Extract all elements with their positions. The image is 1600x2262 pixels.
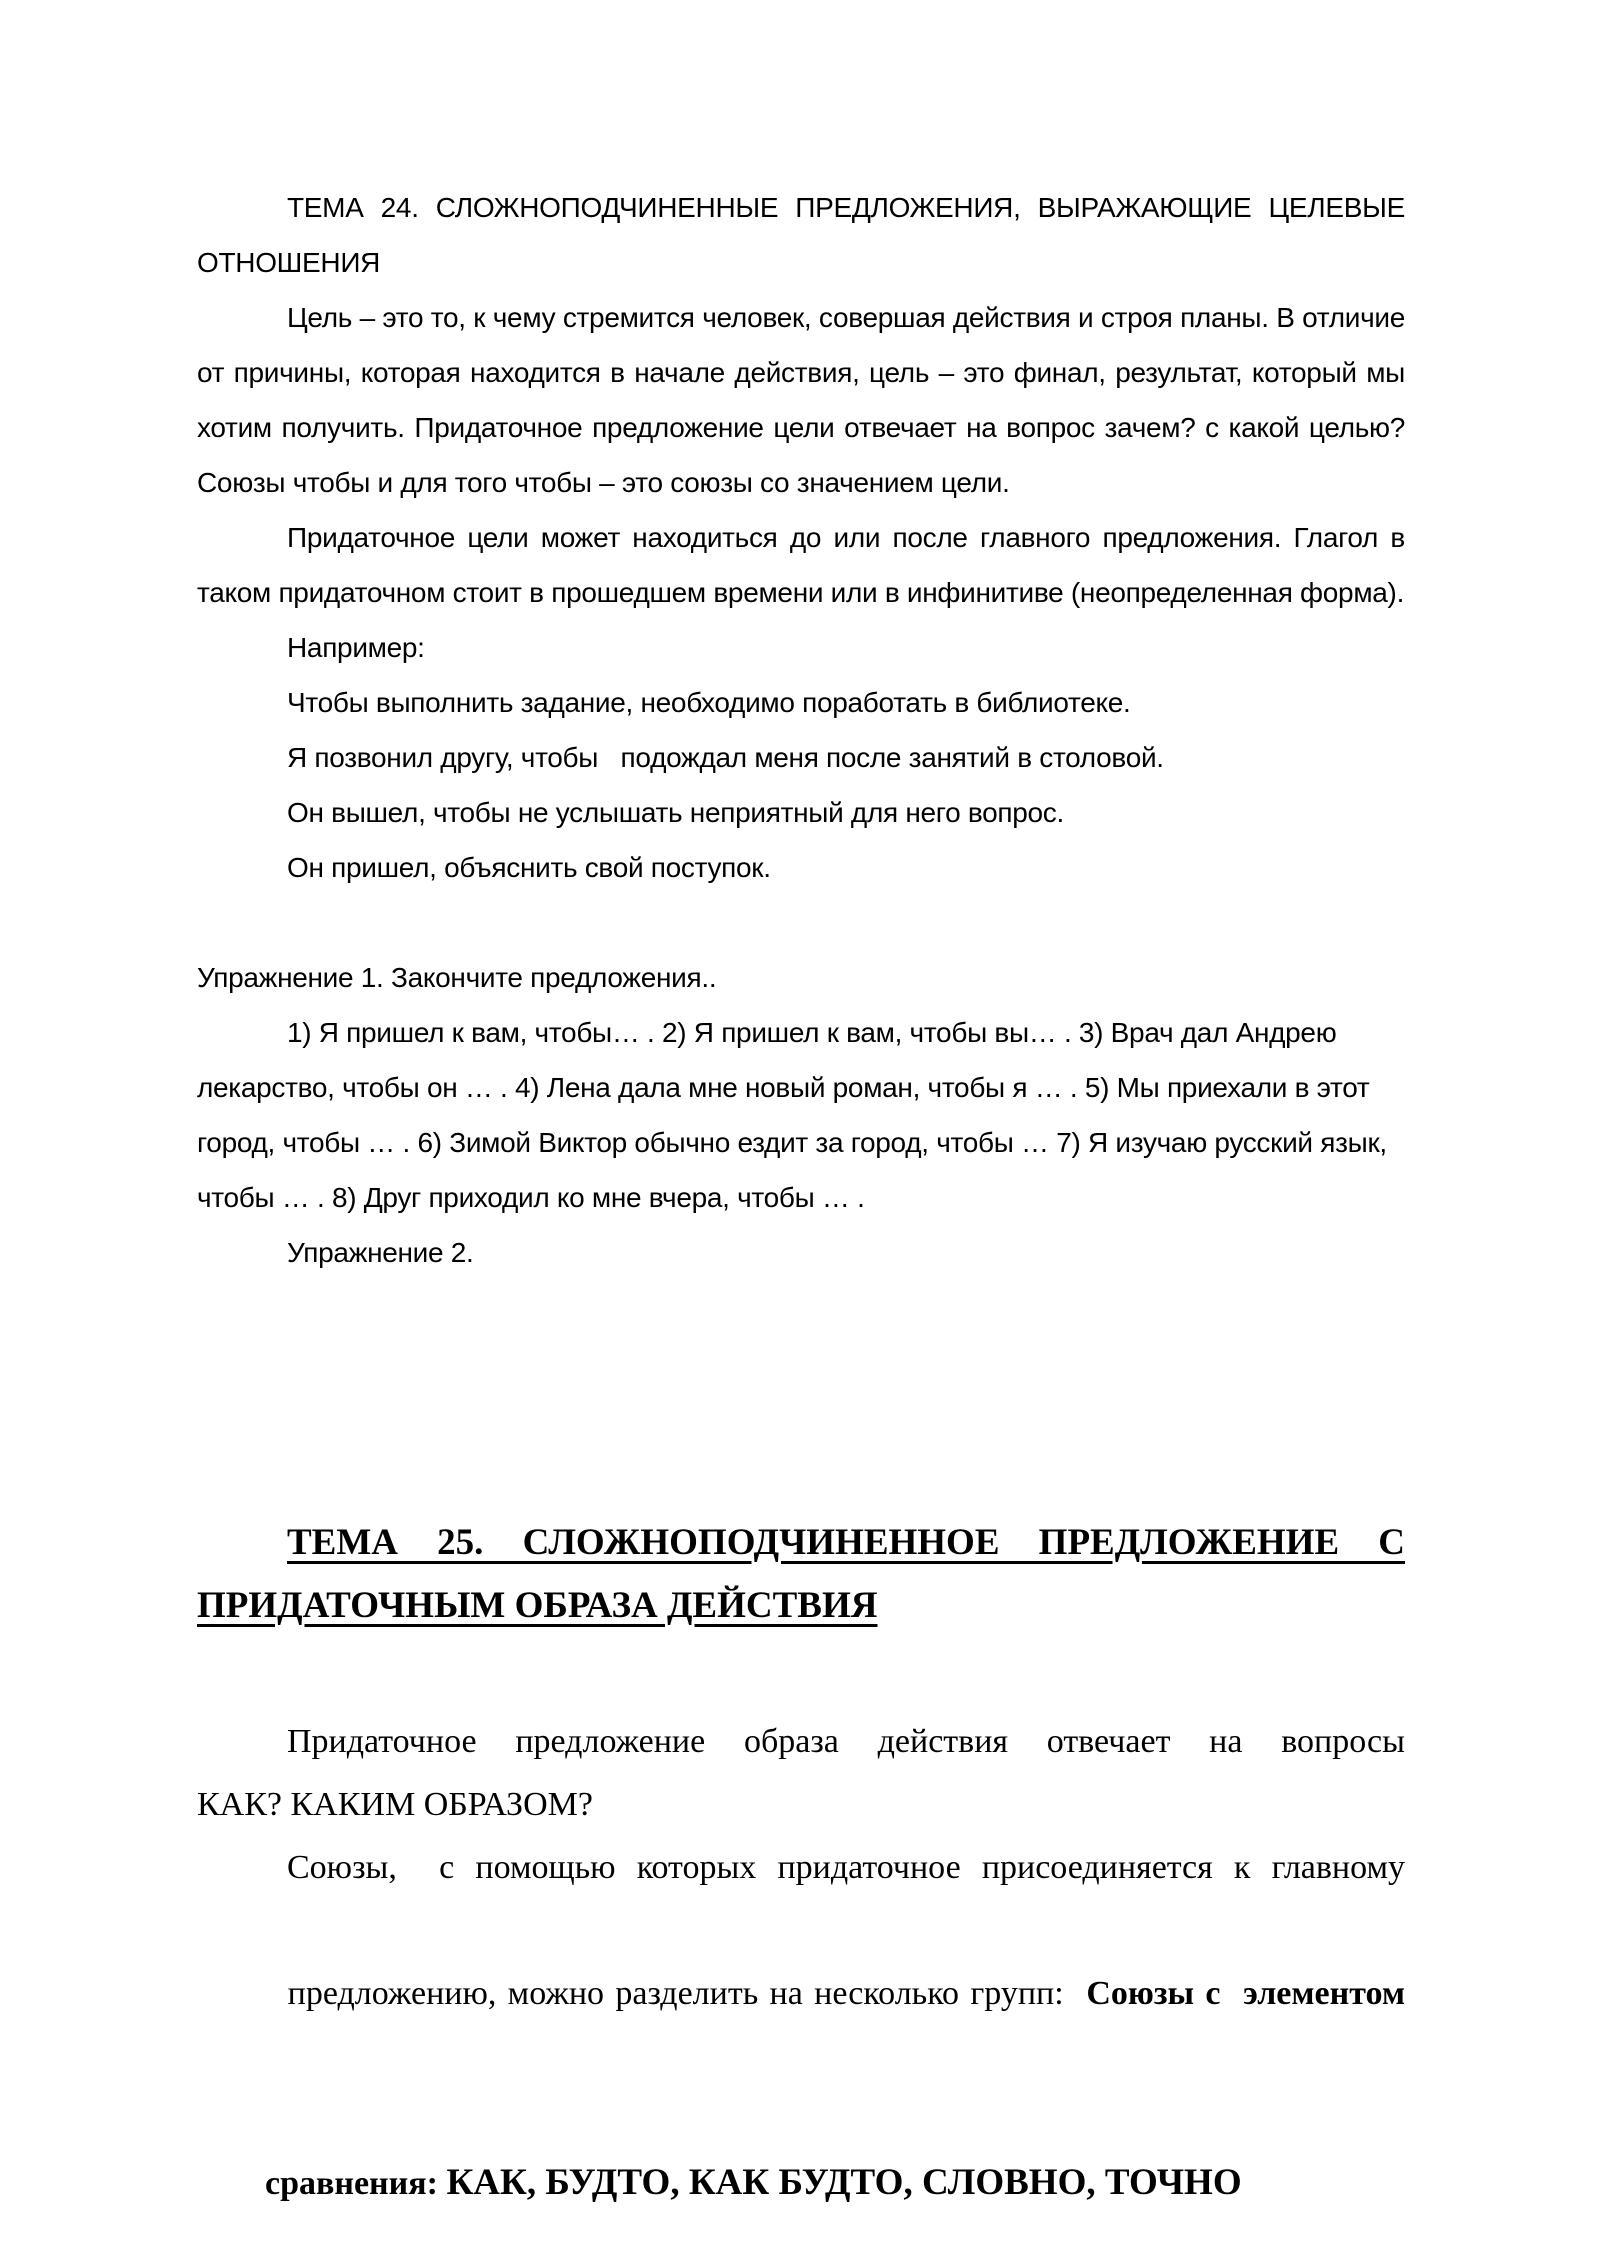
tema25-question-line2: КАК? КАКИМ ОБРАЗОМ?: [197, 1786, 593, 1823]
exercise-2-heading: Упражнение 2.: [287, 1237, 474, 1268]
tema25-title: [197, 1511, 1405, 1637]
section-tema-24: [197, 180, 1413, 1280]
exercise-1-heading: Упражнение 1. Закончите предложения..: [197, 962, 717, 993]
tema25-conjunctions-line1: Союзы, с помощью которых придаточное присоединяется к главному: [287, 1849, 1405, 1886]
tema25-conjunctions-line2: [197, 1899, 1405, 2088]
example-sentence: Он пришел, объяснить свой поступок.: [287, 852, 771, 883]
tema25-comparison-conjunction-list: КАК, БУДТО, КАК БУДТО, СЛОВНО, ТОЧНО: [446, 2162, 1242, 2203]
example-sentence: Он вышел, чтобы не услышать неприятный для него вопрос.: [287, 797, 1064, 828]
exercise-1-sentences: 1) Я пришел к вам, чтобы… . 2) Я пришел к вам, чтобы вы… . 3) Врач дал Андрею лекарство, чтобы он … . 4) Лена дала мне новый роман, чтобы я … . 5) Мы приехали в этот город, чтобы … . 6) Зимой Виктор обычно ездит за город, чтобы … 7) Я изучаю русский язык, чтобы … . 8) Друг приходил ко мне вчера, чтобы … .: [197, 1017, 1395, 1213]
tema25-question-line1: Придаточное предложение образа действия отвечает на вопросы: [287, 1723, 1405, 1760]
tema24-title-line2: ОТНОШЕНИЯ: [197, 247, 381, 278]
for-example-label: Например:: [287, 632, 425, 663]
tema25-conjunctions-line2-bold: Союзы с элементом: [1074, 1975, 1406, 2012]
example-sentence: Чтобы выполнить задание, необходимо поработать в библиотеке.: [287, 687, 1131, 718]
tema25-title-line2: ПРИДАТОЧНЫМ ОБРАЗА ДЕЙСТВИЯ: [197, 1585, 878, 1626]
tema25-body: [197, 1710, 1405, 2262]
tema25-comparison-label: сравнения:: [265, 2165, 447, 2202]
tema25-conjunctions-line2-regular: предложению, можно разделить на несколько групп:: [287, 1975, 1075, 2012]
tema25-conjunctions-line3: [197, 2088, 1405, 2262]
tema25-title-line1: ТЕМА 25. СЛОЖНОПОДЧИНЕННОЕ ПРЕДЛОЖЕНИЕ С: [287, 1522, 1405, 1563]
tema24-paragraph-clause-position: Придаточное цели может находиться до или после главного предложения. Глагол в таком придаточном стоит в прошедшем времени или в инфинитиве (неопределенная форма).: [197, 522, 1413, 608]
tema24-paragraph-goal-definition: Цель – это то, к чему стремится человек, совершая действия и строя планы. В отличие от причины, которая находится в начале действия, цель – это финал, результат, который мы хотим получить. Придаточное предложение цели отвечает на вопрос зачем? с какой целью? Союзы чтобы и для того чтобы – это союзы со значением цели.: [197, 302, 1413, 498]
section-tema-25: [197, 1511, 1405, 2262]
example-sentence: Я позвонил другу, чтобы подождал меня после занятий в столовой.: [287, 742, 1164, 773]
tema24-title-line1: ТЕМА 24. СЛОЖНОПОДЧИНЕННЫЕ ПРЕДЛОЖЕНИЯ, ВЫРАЖАЮЩИЕ ЦЕЛЕВЫЕ: [287, 192, 1405, 223]
